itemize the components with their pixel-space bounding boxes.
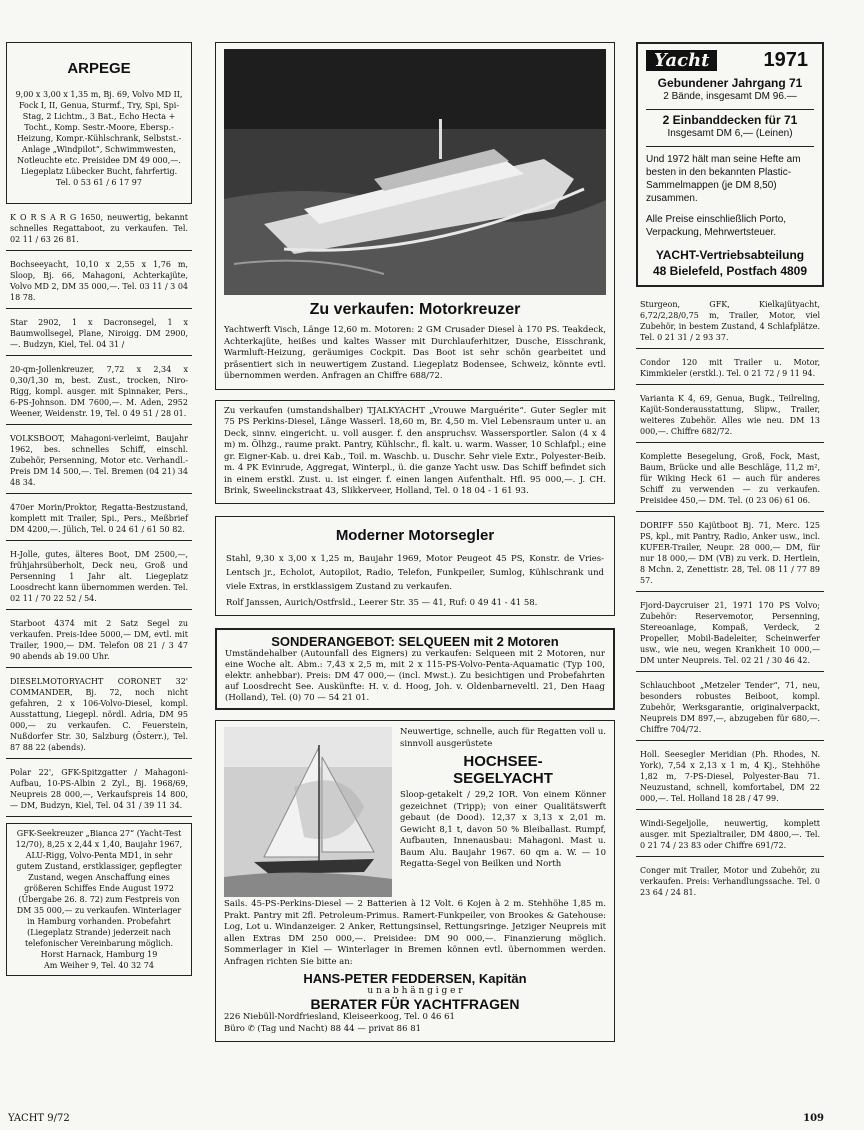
selqueen-headline: SONDERANGEBOT: SELQUEEN mit 2 Motoren bbox=[271, 634, 559, 649]
classified-ad: Condor 120 mit Trailer u. Motor, Kimmkieler (erstkl.). Tel. 0 21 72 / 9 11 94. bbox=[636, 355, 824, 385]
classified-ad: Windi-Segeljolle, neuwertig, komplett ausger. mit Spezialtrailer, DM 4800,—. Tel. 0 21 74 / 23 83 oder Chiffre 691/72. bbox=[636, 816, 824, 857]
sailing-yacht-photo bbox=[224, 727, 392, 897]
collection-folder-note: Und 1972 hält man seine Hefte am besten in den bekannten Plastic-Sammelmappen (je DM 8,50) zusammen. bbox=[646, 154, 801, 204]
motorsegler-headline: Moderner Motorsegler bbox=[335, 526, 495, 544]
binder-price: Insgesamt DM 6,— (Leinen) bbox=[667, 128, 793, 139]
motor-cruiser-image bbox=[224, 49, 606, 295]
hochsee-intro: Neuwertige, schnelle, auch für Regatten voll u. sinnvoll ausgerüstete bbox=[400, 727, 606, 749]
footer-issue: YACHT 9/72 bbox=[8, 1113, 70, 1124]
classified-ad: Conger mit Trailer, Motor und Zubehör, zu verkaufen. Preis: Verhandlungssache. Tel. 0 23 64 / 24 81. bbox=[640, 866, 820, 897]
classified-ad: Starboot 4374 mit 2 Satz Segel zu verkaufen. Preis-Idee 5000,— DM, evtl. mit Trailer, 1900,— DM. Telefon 08 21 / 3 47 90 abends ab 19.00 Uhr. bbox=[6, 616, 192, 668]
ad-motorkreuzer bbox=[215, 42, 615, 390]
classified-ad-bianca: GFK-Seekreuzer „Bianca 27“ (Yacht-Test 12/70), 8,25 x 2,44 x 1,40, Baujahr 1967, ALU-Rigg, Volvo-Penta MD1, in sehr gutem Zustand, erstklassiger, gepflegter Zustand, wegen Anschaffung eines größeren Schiffes Ende August 1972 (Übergabe 26. 8. 72) zum Festpreis von DM 35 000,— zu verkaufen. Winterlager in Hamburg vorhanden. Probefahrt (Liegeplatz Strande) jederzeit nach telefonischer Vereinbarung möglich. Horst Harnack, Hamburg 19 Am Weiher 9, Tel. 40 32 74 bbox=[6, 823, 192, 976]
middle-column bbox=[215, 42, 615, 1042]
hochsee-text-2: Sails. 45-PS-Perkins-Diesel — 2 Batterien à 12 Volt. 6 Kojen à 2 m. Stehhöhe 1,85 m. Prakt. Pantry mit 2fl. Petroleum-Primus. Ramert-Funkpeiler, von Brookes & Gatehouse: Log, Lot u. Windanzeiger. 2 Anker, Rettungsinsel, Rettungsringe. Jetziger Neupreis mit allen Extras DM 250 000,—. Preisidee: DM 90 000,—. Finanzierung möglich. Sommerlager in Kiel — Winterlager in Bremen können evtl. übernommen werden. Anfragen richten Sie bitte an: bbox=[224, 899, 606, 967]
classified-ad: K O R S A R G 1650, neuwertig, bekannt schnelles Regattaboot, zu verkaufen. Tel. 02 11 / 63 26 81. bbox=[6, 210, 192, 251]
ad-selqueen bbox=[215, 628, 615, 710]
motorsegler-text: Stahl, 9,30 x 3,00 x 1,25 m, Baujahr 1969, Motor Peugeot 45 PS, Konstr. de Vries-Lentsch jr., Echolot, Autopilot, Radio, Telefon, Funkpeiler, Sumlog, Kühlschrank und viele Extras, in erstklassigem Zustand zu verkaufen. bbox=[226, 553, 604, 592]
broker-address-1: 226 Niebüll-Nordfriesland, Kleiseerkoog, Tel. 0 46 61 bbox=[224, 1012, 455, 1022]
ad-body: 9,00 x 3,00 x 1,35 m, Bj. 69, Volvo MD II, Fock I, II, Genua, Sturmf., Try, Spi, Spi-Stag, 2 Lichtm., 3 Bat., Echo Hecta + Tocht., Komp. Sestr.-Moore, Ebersp.-Heizung, Kompr.-Kühlschrank, Selbstst.-Anlage „Windpilot“, Schwimmwesten, Notleuchte etc. Preisidee DM 49 000,—. Liegeplatz Lübecker Bucht, fahrfertig. Tel. 0 53 61 / 6 17 97 bbox=[15, 90, 183, 187]
classified-ad: H-Jolle, gutes, älteres Boot, DM 2500,—, frühjahrsüberholt, Deck neu, Groß und Persenning 1 Jahr alt. Liegeplatz Loosdrecht kann übernommen werden. Tel. 02 11 / 70 22 52 / 54. bbox=[6, 547, 192, 610]
classified-ad: 470er Morin/Proktor, Regatta-Bestzustand, komplett mit Trailer, Spi., Pers., Meßbrief DM 4200,—. Jülich, Tel. 0 24 61 / 61 50 82. bbox=[6, 500, 192, 541]
ad-title: ARPEGE bbox=[67, 60, 131, 77]
motor-cruiser-photo bbox=[224, 49, 606, 295]
classified-ad: Varianta K 4, 69, Genua, Bugk., Teilreling, Kajüt-Sonderausstattung, Slipw., Trailer, weiteres Zubehör. Alles wie neu. DM 13 000,—. Chiffre 682/72. bbox=[636, 391, 824, 443]
left-classifieds-column bbox=[6, 42, 192, 982]
broker-name: HANS-PETER FEDDERSEN, Kapitän bbox=[303, 971, 527, 986]
yacht-year: 1971 bbox=[763, 49, 808, 71]
broker-subtitle: u n a b h ä n g i g e r bbox=[367, 986, 463, 996]
classified-ad: DORIFF 550 Kajütboot Bj. 71, Merc. 125 PS, kpl., mit Pantry, Radio, Anker usw., incl. KUFER-Trailer, Neupr. 28 000,— DM, für nur 18 000,— DM (VB) zu verk. D. Hertlein, 8 Mchn. 2, Zenettistr. 28, Tel. 08 11 / 77 89 57. bbox=[636, 518, 824, 592]
classified-ad: VOLKSBOOT, Mahagoni-verleimt, Baujahr 1962, bes. schnelles Schiff, einschl. Zubehör, Persenning, Motor etc. Verhandl.-Preis DM 14 500,—. Tel. Bremen (04 21) 34 48 34. bbox=[6, 431, 192, 494]
classified-ad: DIESELMOTORYACHT CORONET 32' COMMANDER, Bj. 72, noch nicht gefahren, 2 x 106-Volvo-Diesel, kompl. Ausstattung, Liegepl. nördl. Adria, DM 95 000,— zu verkaufen. C. Feuerstein, Nußdorfer Str. 30, Salzburg (Österr.), Tel. 87 88 22 (abends). bbox=[6, 674, 192, 759]
binder-heading: 2 Einbanddecken für 71 bbox=[662, 113, 798, 127]
tjalkyacht-text: Zu verkaufen (umstandshalber) TJALKYACHT „Vrouwe Marguérite“. Guter Segler mit 75 PS Perkins-Diesel, Länge Wasserl. 18,60 m, Br. 4,50 m. Viel Lebensraum unter u. an Deck, sinnv. eingericht. u. voll ausger. f. den anspruchsv. Wassersportler. Salon (4 x 4 m) m. Ölhzg., raume prakt. Pantry, Kühlschr., fl. kalt. u. warm. Wasser, 10 Schlafpl.; eine gr. Eigner-Kab. u. drei Kab., Toil. m. Waschb. u. Duschr. Sehr viele Extr., Polyester-Beib. m. 4 PK Evinrude, Aggregat, Winterpl., ü. die ganze Yacht usw. Das Schiff befindet sich in einem erstkl. Zust. u. ist einger. f. einen langen Aufenthalt. Hfl. 95 000,—. J. CH. Brink, Sweelinckstraat 43, Slikkerveer, Holland, Tel. 0 18 04 - 1 61 93. bbox=[224, 405, 606, 496]
page-number: 109 bbox=[803, 1113, 824, 1124]
ad-motorsegler bbox=[215, 516, 615, 617]
broker-service: BERATER FÜR YACHTFRAGEN bbox=[310, 996, 520, 1012]
ad-hochsee-segelyacht bbox=[215, 720, 615, 1042]
motorsegler-contact: Rolf Janssen, Aurich/Ostfrsld., Leerer Str. 35 — 41, Ruf: 0 49 41 - 41 58. bbox=[226, 597, 538, 608]
broker-address-2: Büro ✆ (Tag und Nacht) 88 44 — privat 86 81 bbox=[224, 1023, 422, 1034]
classified-ad: Bochseeyacht, 10,10 x 2,55 x 1,76 m, Sloop, Bj. 66, Mahagoni, Achterkajüte, Volvo MD 2, DM 35 000,—. Tel. 03 11 / 3 04 18 78. bbox=[6, 257, 192, 309]
right-column bbox=[636, 42, 824, 909]
motorkreuzer-text: Yachtwerft Visch, Länge 12,60 m. Motoren: 2 GM Crusader Diesel à 170 PS. Teakdeck, Achterkajüte, heißes und kaltes Wasser mit Durchlauferhitzer, Dusche, Eisschrank, Warmluft-Heizung, geräumiges Cockpit. Das Boot ist sehr schön gearbeitet und präsentiert sich in neuwertigem Zustand. Liegeplatz Bodensee, Schweiz, könnte evtl. übernommen werden. Anfragen an Chiffre 688/72. bbox=[224, 325, 606, 381]
sailing-yacht-image bbox=[224, 727, 392, 897]
hochsee-headline: HOCHSEE-SEGELYACHT bbox=[453, 753, 553, 787]
classified-ad-arpege bbox=[6, 42, 192, 204]
price-note: Alle Preise einschließlich Porto, Verpackung, Mehrwertsteuer. bbox=[646, 214, 787, 238]
ad-tjalkyacht bbox=[215, 400, 615, 504]
sales-department: YACHT-Vertriebsabteilung bbox=[655, 248, 805, 262]
classified-ad: Schlauchboot „Metzeler Tender“, 71, neu, besonders robustes Beiboot, kompl. Zubehör, Werksgarantie, originalverpackt, Neupreis DM 897,—, abzugeben für 680,—. Chiffre 704/72. bbox=[636, 678, 824, 741]
bound-volume-heading: Gebundener Jahrgang 71 bbox=[657, 76, 803, 90]
yacht-logo: Yacht bbox=[646, 50, 717, 71]
classified-ad: Holl. Seesegler Meridian (Ph. Rhodes, N. York), 7,54 x 2,13 x 1 m, 4 Kj., Stehhöhe 1,82 m, 7-PS-Diesel, Polyester-Bau 71. Neuzustand, schnell, komfortabel, DM 22 000,—. Tel. Holland 18 28 / 47 99. bbox=[636, 747, 824, 810]
hochsee-text-1: Sloop-getakelt / 29,2 IOR. Von einem Könner gezeichnet (Tripp); von einer Qualitätswerft gebaut (de Dood). 12,37 x 3,13 x 2,01 m. Gewicht 8,1 t, davon 50 % Bleiballast. Rumpf, Aufbauten, Innenausbau: Mahagoni. Mast u. Baum Alu. Baujahr 1967. 60 qm a. W. — 10 Regatta-Segel von Beilken und North bbox=[400, 790, 606, 869]
classified-ad: Fjord-Daycruiser 21, 1971 170 PS Volvo; Zubehör: Reservemotor, Persenning, Stereoanlage, Kompaß, Verdeck, 2 Propeller, Mobil-Badeleiter, Scheinwerfer usw., wie neu, wegen Krankheit 10 000,— DM unter Neupreis. Tel. 02 21 / 30 46 42. bbox=[636, 598, 824, 672]
classified-ad: 20-qm-Jollenkreuzer, 7,72 x 2,34 x 0,30/1,30 m, best. Zust., trocken, Niro-Rigg, kompl. ausger. mit Spinnaker, Pers., 6-PS-Johnson. DM 7600,—. M. Aden, 2952 Weener, Weidenstr. 19, Tel. 0 49 51 / 28 01. bbox=[6, 362, 192, 425]
classified-ad: Polar 22', GFK-Spitzgatter / Mahagoni-Aufbau, 10-PS-Albin 2 Zyl., Bj. 1968/69, Neupreis 28 000,—, Verkaufspreis 14 800,— DM, Budzyn, Kiel, Tel. 04 31 / 39 11 34. bbox=[6, 765, 192, 817]
motorkreuzer-headline: Zu verkaufen: Motorkreuzer bbox=[309, 301, 521, 318]
sales-address: 48 Bielefeld, Postfach 4809 bbox=[652, 264, 808, 278]
classified-ad: Komplette Besegelung, Groß, Fock, Mast, Baum, Brücke und alle Beschläge, 11,2 m², für Wiking Heck 61 — auch für anderes Schiff zu verwenden — zu verkaufen. Preisidee 450,— DM. Tel. (0 23 06) 61 06. bbox=[636, 449, 824, 512]
bound-volume-price: 2 Bände, insgesamt DM 96.— bbox=[663, 91, 797, 102]
classified-ad: Sturgeon, GFK, Kielkajütyacht, 6,72/2,28/0,75 m, Trailer, Motor, viel Zubehör, in bestem Zustand, 4 Schlafplätze. Tel. 0 21 31 / 2 93 37. bbox=[636, 297, 824, 349]
selqueen-text: Umständehalber (Autounfall des Eigners) zu verkaufen: Selqueen mit 2 Motoren, nur eine Woche alt. Abm.: 7,43 x 2,5 m, mit 2 x 115-PS-Volvo-Penta-Aquamatic (Typ 100, elektr. anhebbar). Preis: DM 47 000,— (incl. Mwst.). Zu besichtigen und Probefahrten auf Loosdrecht See. Auskünfte: H. v. d. Hoog, Joh. v. Oldenbarneveltl. 21, Den Haag (Holland), Tel. (0) 70 — 54 21 01. bbox=[225, 649, 605, 703]
yacht-subscription-box bbox=[636, 42, 824, 287]
classified-ad: Star 2902, 1 x Dacronsegel, 1 x Baumwollsegel, Plane, Niroigg. DM 2900,—. Budzyn, Kiel, Tel. 04 31 / bbox=[6, 315, 192, 356]
